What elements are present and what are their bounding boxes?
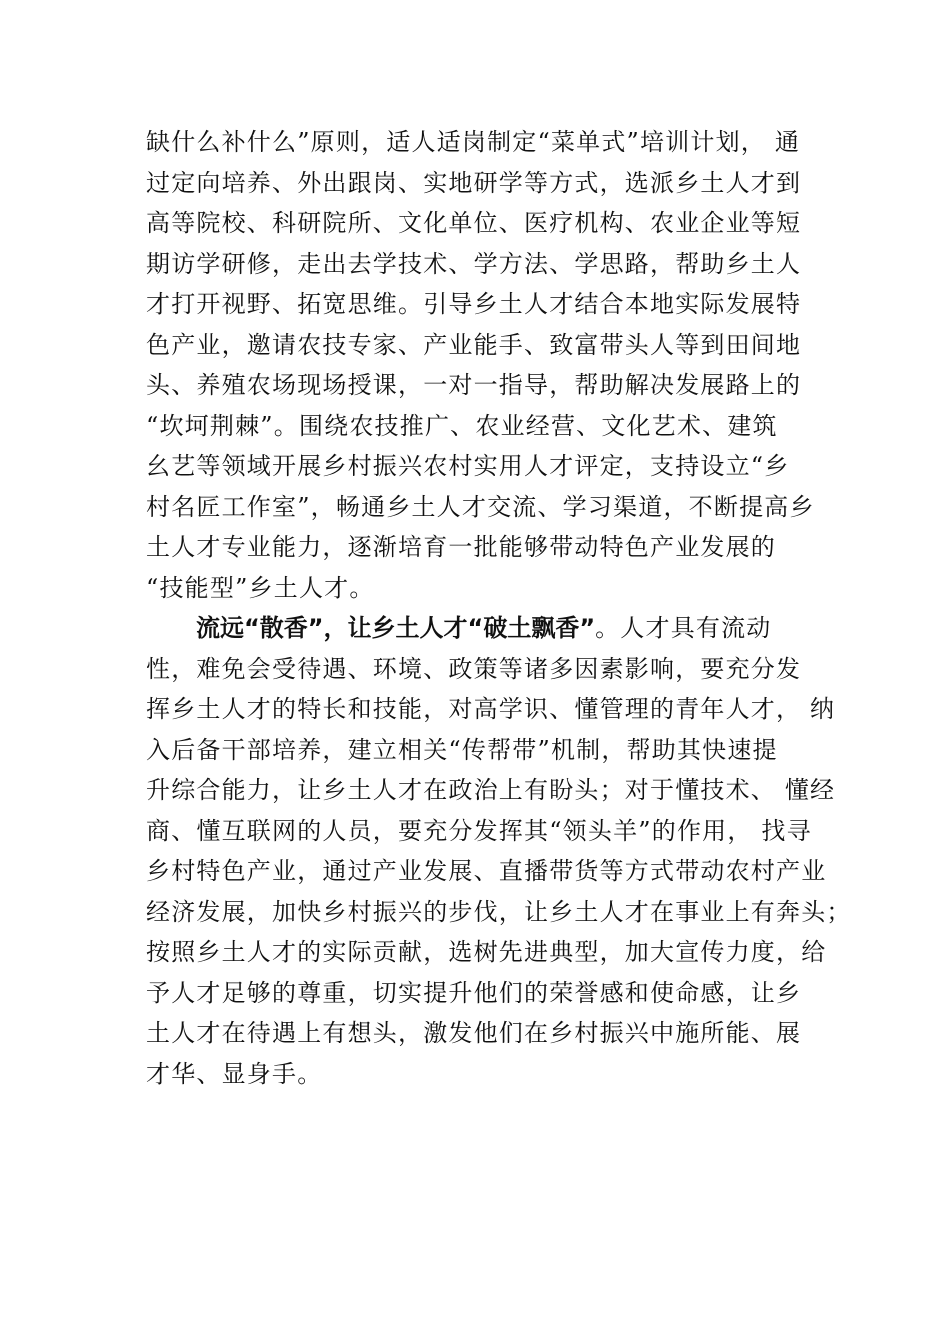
text-line: 乡村特色产业，通过产业发展、直播带货等方式带动农村产业: [146, 857, 827, 885]
text-line: 入后备干部培养，建立相关“传帮带”机制，帮助其快速提: [146, 735, 778, 764]
text-line: 头、养殖农场现场授课，一对一指导，帮助解决发展路上的: [146, 371, 802, 399]
text-line: 按照乡土人才的实际贡献，选树先进典型，加大宣传力度，给: [146, 938, 827, 966]
paragraph-heading-line: [146, 608, 836, 649]
text-line: 高等院校、科研院所、文化单位、医疗机构、农业企业等短: [146, 209, 802, 237]
text-line: 色产业，邀请农技专家、产业能手、致富带头人等到田间地: [146, 330, 802, 359]
text-line: 商、懂互联网的人员，要充分发挥其“领头羊”的作用， 找寻: [146, 816, 812, 845]
text-line: 土人才专业能力，逐渐培育一批能够带动特色产业发展的: [146, 533, 776, 561]
text-line: 期访学研修，走出去学技术、学方法、学思路，帮助乡土人: [146, 249, 802, 278]
text-line: 才华、显身手。: [146, 1059, 323, 1088]
text-line: 挥乡土人才的特长和技能，对高学识、懂管理的青年人才， 纳: [146, 695, 836, 723]
text-line: 村名匠工作室”，畅通乡土人才交流、学习渠道，不断提高乡: [146, 492, 815, 521]
text-line: 予人才足够的尊重，切实提升他们的荣誉感和使命感，让乡: [146, 978, 802, 1007]
text-line: 经济发展，加快乡村振兴的步伐，让乡土人才在事业上有奔头；: [146, 897, 852, 926]
paragraph-heading: 流远“散香”，让乡土人才“破土飘香”: [196, 614, 596, 642]
text-line: 性，难免会受待遇、环境、政策等诸多因素影响，要充分发: [146, 654, 802, 683]
text-line: 过定向培养、外出跟岗、实地研学等方式，选派乡土人才到: [146, 168, 802, 197]
text-line: 才打开视野、拓宽思维。引导乡土人才结合本地实际发展特: [146, 290, 802, 318]
text-run: 。人才具有流动: [595, 614, 772, 642]
text-line: “技能型”乡土人才。: [146, 573, 375, 602]
text-line: 缺什么补什么”原则，适人适岗制定“菜单式”培训计划， 通: [146, 128, 801, 156]
text-line: ⺓艺等领域开展乡村振兴农村实用人才评定，支持设立“乡: [146, 452, 790, 480]
text-line: “坎坷荆棘”。围绕农技推广、农业经营、文化艺术、建筑: [146, 411, 778, 440]
text-line: 土人才在待遇上有想头，激发他们在乡村振兴中施所能、展: [146, 1019, 802, 1047]
text-line: 升综合能力，让乡土人才在政治上有盼头；对于懂技术、 懂经: [146, 776, 836, 804]
body-text: [146, 122, 852, 1094]
